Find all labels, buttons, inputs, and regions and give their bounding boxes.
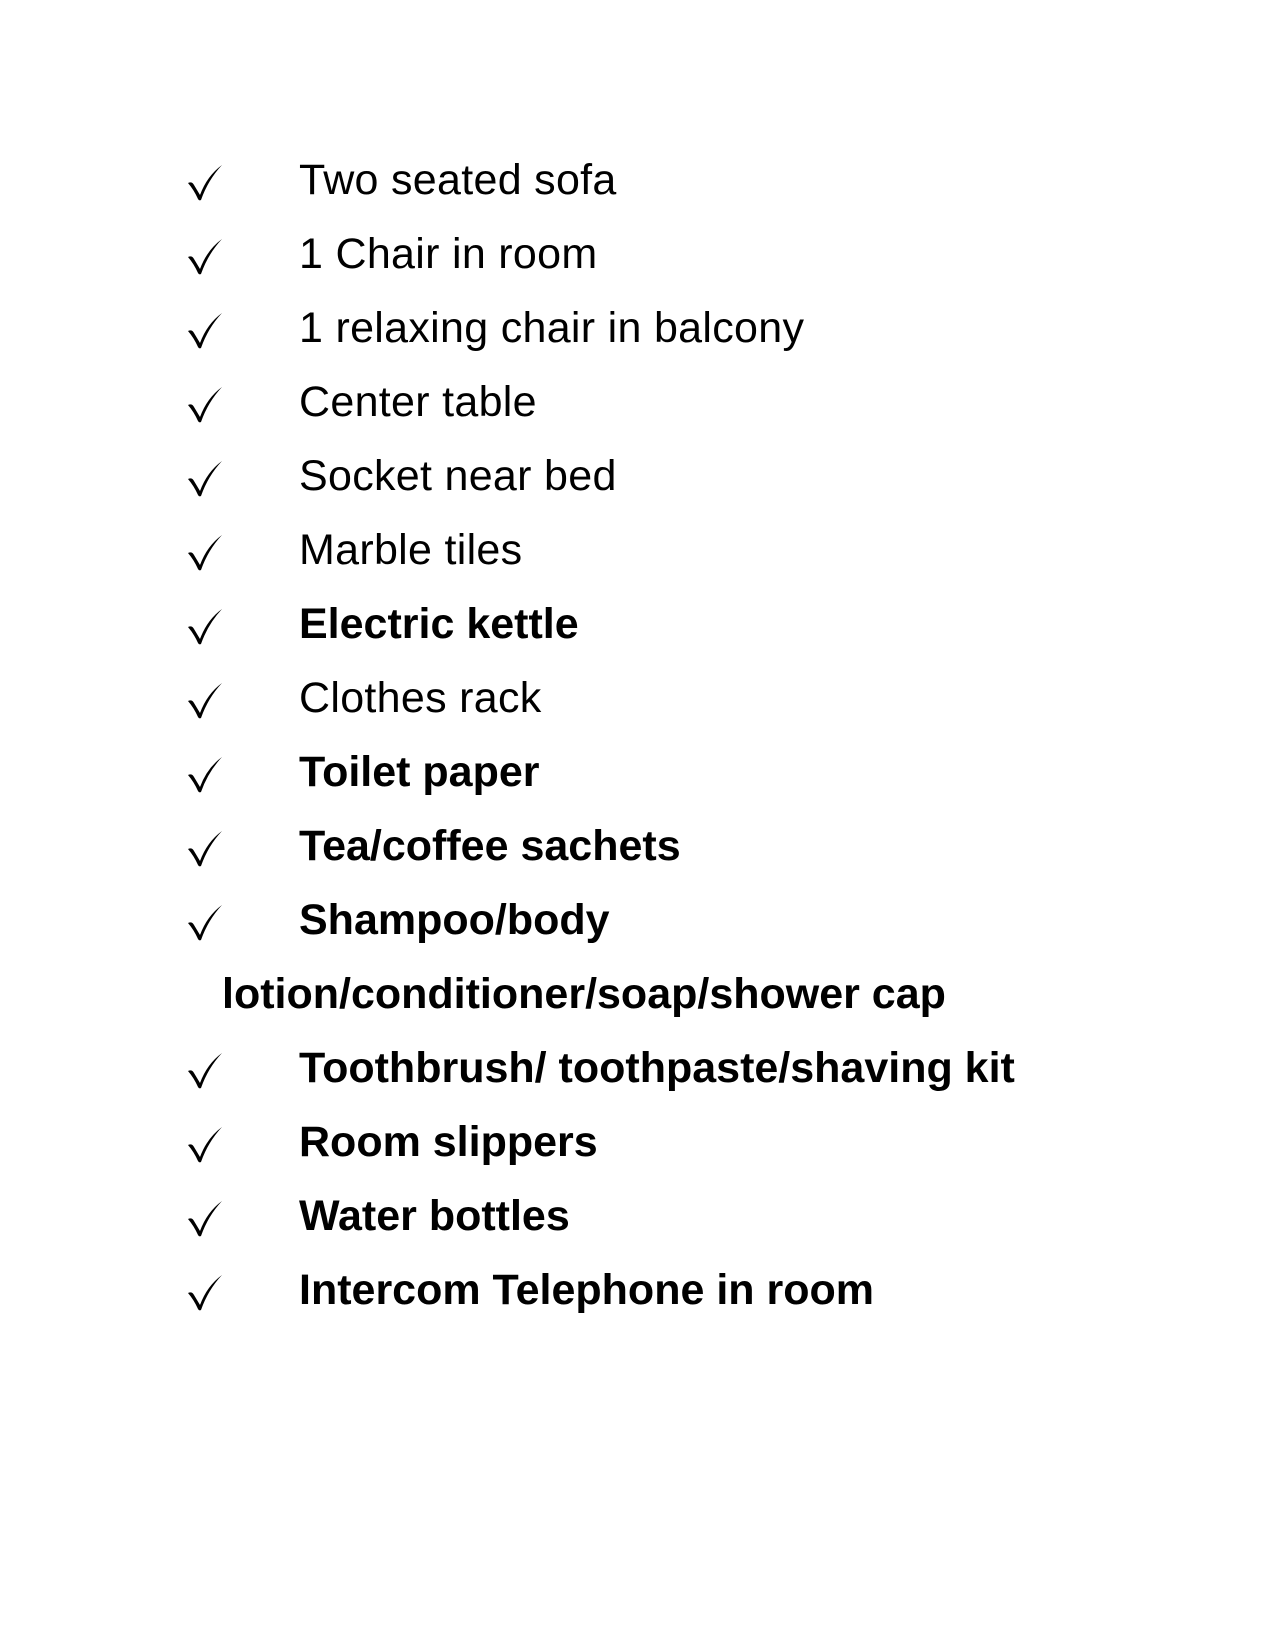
item-label-continuation: lotion/conditioner/soap/shower cap xyxy=(222,970,946,1018)
checklist-item xyxy=(0,668,1275,743)
checkmark-icon xyxy=(184,900,226,942)
checkmark-icon xyxy=(184,308,226,350)
item-label: Center table xyxy=(299,378,537,426)
checklist-item xyxy=(0,298,1275,373)
item-label: Toilet paper xyxy=(299,748,540,796)
checklist-item xyxy=(0,446,1275,521)
item-label: Toothbrush/ toothpaste/shaving kit xyxy=(299,1044,1015,1092)
checklist-item xyxy=(0,890,1275,1040)
checklist-item xyxy=(0,224,1275,299)
checklist-item xyxy=(0,372,1275,447)
item-label: Intercom Telephone in room xyxy=(299,1266,874,1314)
checkmark-icon xyxy=(184,1196,226,1238)
checklist-item xyxy=(0,1038,1275,1113)
item-label: Tea/coffee sachets xyxy=(299,822,681,870)
checklist-item xyxy=(0,742,1275,817)
item-label: 1 Chair in room xyxy=(299,230,598,278)
checklist-item xyxy=(0,1186,1275,1261)
checklist-item xyxy=(0,816,1275,891)
item-label: Room slippers xyxy=(299,1118,598,1166)
checkmark-icon xyxy=(184,1270,226,1312)
checkmark-icon xyxy=(184,752,226,794)
checklist-item xyxy=(0,594,1275,669)
checkmark-icon xyxy=(184,826,226,868)
item-label: Water bottles xyxy=(299,1192,570,1240)
checklist-item xyxy=(0,1260,1275,1335)
checkmark-icon xyxy=(184,456,226,498)
item-label: Two seated sofa xyxy=(299,156,617,204)
checkmark-icon xyxy=(184,160,226,202)
checklist-item xyxy=(0,1112,1275,1187)
checkmark-icon xyxy=(184,678,226,720)
checkmark-icon xyxy=(184,382,226,424)
checklist-item xyxy=(0,150,1275,225)
item-label: Electric kettle xyxy=(299,600,579,648)
checklist-item xyxy=(0,520,1275,595)
checkmark-icon xyxy=(184,530,226,572)
checkmark-icon xyxy=(184,1048,226,1090)
item-label: Marble tiles xyxy=(299,526,523,574)
item-label: Shampoo/body xyxy=(299,896,610,944)
checkmark-icon xyxy=(184,1122,226,1164)
checkmark-icon xyxy=(184,604,226,646)
checkmark-icon xyxy=(184,234,226,276)
item-label: Socket near bed xyxy=(299,452,617,500)
item-label: Clothes rack xyxy=(299,674,542,722)
item-label: 1 relaxing chair in balcony xyxy=(299,304,805,352)
